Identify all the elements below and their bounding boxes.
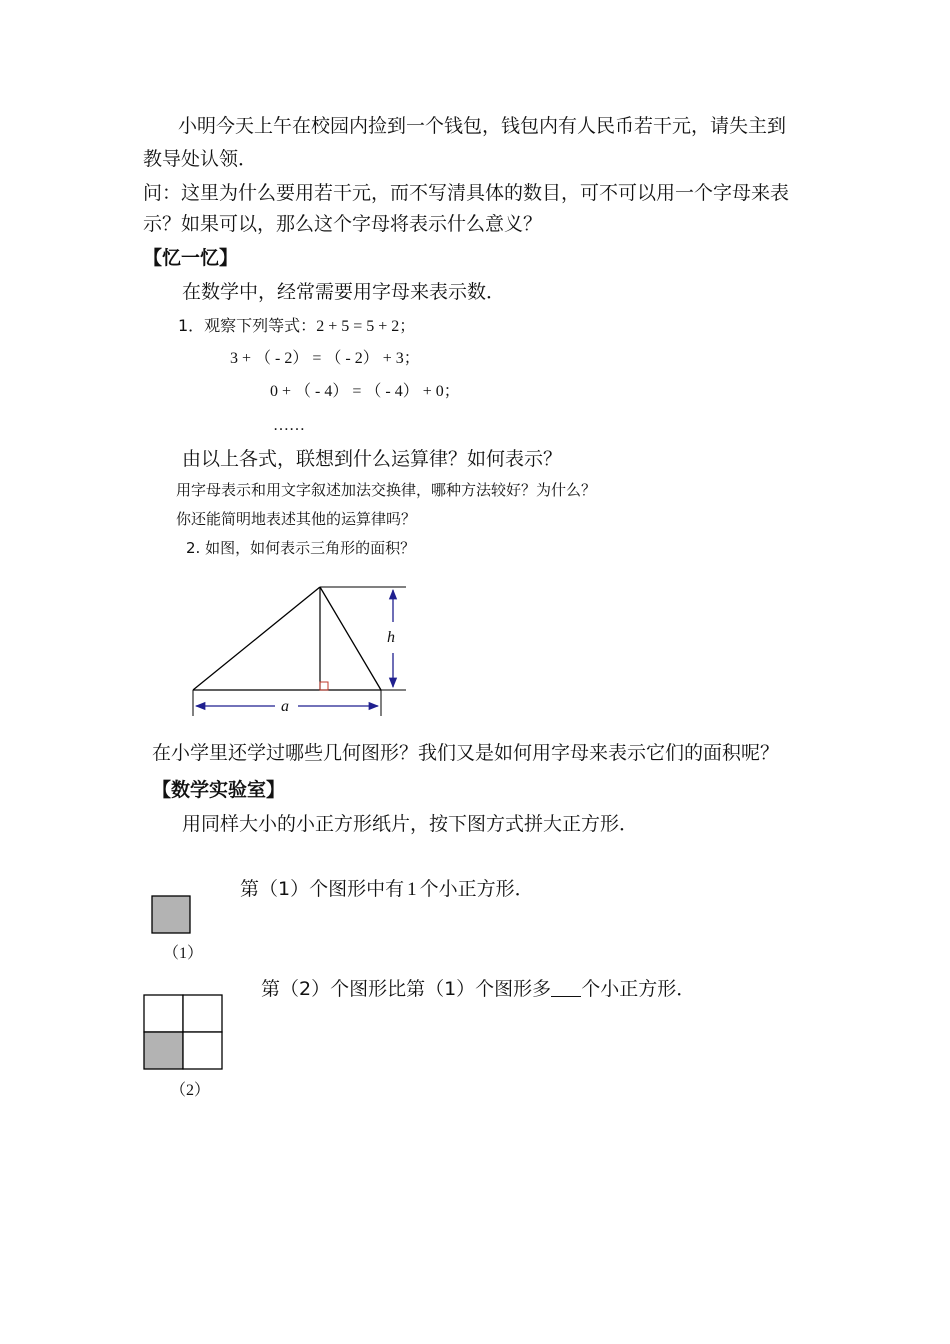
question-method: 用字母表示和用文字叙述加法交换律，哪种方法较好？为什么？	[176, 481, 597, 499]
figure1-count: 1	[407, 879, 417, 900]
figure1-text: 第（1）个图形中有 1 个小正方形．	[240, 878, 534, 900]
intro-line-2: 教导处认领．	[143, 148, 258, 170]
base-label: a	[281, 698, 289, 715]
question-line-1: 问：这里为什么要用若干元，而不写清具体的数目，可不可以用一个字母来表	[143, 182, 790, 204]
question-law: 由以上各式，联想到什么运算律？如何表示？	[182, 448, 563, 470]
recall-intro: 在数学中，经常需要用字母来表示数．	[182, 281, 506, 303]
figure2-cell-top-right	[183, 995, 222, 1032]
height-label: h	[387, 629, 395, 646]
question-line-2: 示？如果可以，那么这个字母将表示什么意义？	[143, 213, 543, 235]
equation-3: 0 + （ - 4） = （ - 4） + 0；	[270, 383, 460, 400]
equation-1: 2 + 5 = 5 + 2；	[316, 318, 416, 335]
question-shapes: 在小学里还学过哪些几何图形？我们又是如何用字母来表示它们的面积呢？	[152, 742, 780, 764]
item2-label: 2. 如图，如何表示三角形的面积？	[186, 539, 416, 557]
question-other-laws: 你还能简明地表述其他的运算律吗？	[176, 510, 417, 528]
figure2-cell-bottom-right	[183, 1032, 222, 1069]
figure1-caption: （1）	[163, 945, 204, 962]
lab-intro: 用同样大小的小正方形纸片，按下图方式拼大正方形．	[182, 813, 639, 835]
figure2-text: 第（2）个图形比第（1）个图形多 个小正方形．	[261, 978, 696, 1000]
intro-line-1: 小明今天上午在校园内捡到一个钱包，钱包内有人民币若干元，请失主到	[178, 115, 787, 137]
figure2-cell-top-left	[144, 995, 183, 1032]
equation-2: 3 + （ - 2） = （ - 2） + 3；	[230, 350, 420, 367]
recall-heading: 【忆一忆】	[143, 247, 239, 269]
ellipsis: ……	[273, 417, 305, 434]
item1-label: 1．观察下列等式：2 + 5 = 5 + 2；	[178, 316, 416, 335]
figure2-caption: （2）	[170, 1082, 211, 1099]
lab-heading: 【数学实验室】	[152, 779, 286, 801]
figure2-cell-bottom-left	[144, 1032, 183, 1069]
